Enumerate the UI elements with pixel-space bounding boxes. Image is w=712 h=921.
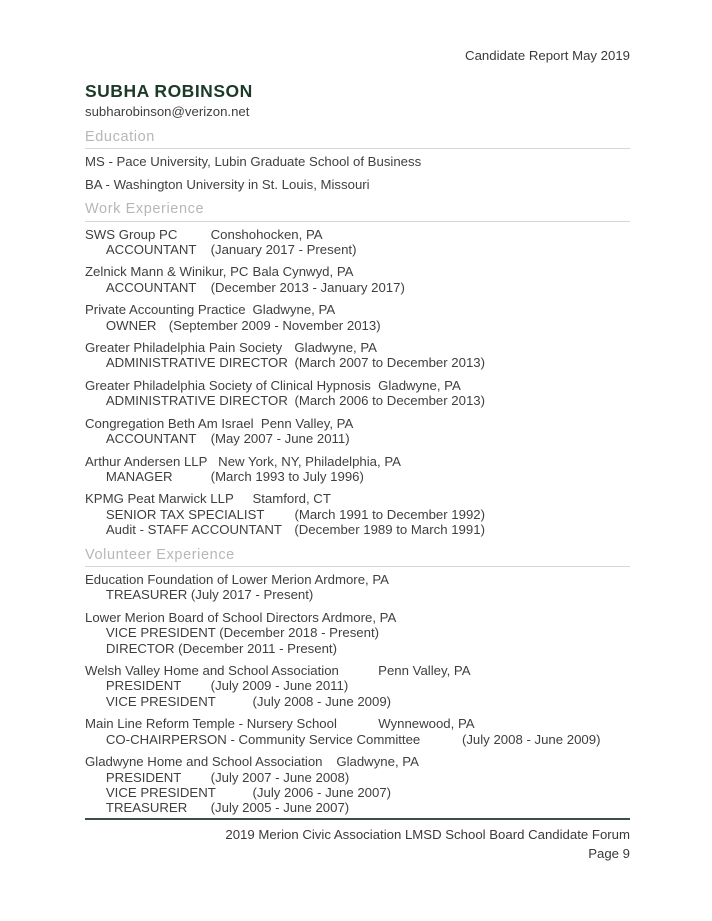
text-segment: Gladwyne Home and School Association xyxy=(85,754,323,770)
text-line xyxy=(85,454,630,469)
text-line xyxy=(85,732,630,747)
text-line xyxy=(85,507,630,522)
text-segment: ACCOUNTANT xyxy=(105,242,197,258)
entry xyxy=(85,177,630,192)
entry xyxy=(85,572,630,603)
text-line xyxy=(85,491,630,506)
candidate-email: subharobinson@verizon.net xyxy=(85,104,250,120)
text-segment: DIRECTOR (December 2011 - Present) xyxy=(105,640,337,656)
text-segment: VICE PRESIDENT xyxy=(105,784,216,800)
entry xyxy=(85,754,630,816)
text-segment: OWNER xyxy=(105,317,157,333)
text-segment: Greater Philadelphia Society of Clinical Hypnosis xyxy=(85,377,371,393)
text-segment: (May 2007 - June 2011) xyxy=(210,431,350,447)
entry xyxy=(85,716,630,747)
text-segment: (July 2007 - June 2008) xyxy=(210,769,350,785)
text-segment: (July 2009 - June 2011) xyxy=(210,678,349,694)
text-segment: PRESIDENT xyxy=(105,678,182,694)
text-segment: VICE PRESIDENT xyxy=(105,693,216,709)
text-line xyxy=(85,800,630,815)
text-line xyxy=(85,177,630,192)
text-segment: BA - Washington University in St. Louis, Missouri xyxy=(85,176,370,192)
text-line xyxy=(85,754,630,769)
footer-forum-line: 2019 Merion Civic Association LMSD School Board Candidate Forum xyxy=(225,827,630,842)
text-segment: Gladwyne, PA xyxy=(252,302,336,318)
text-segment: (July 2008 - June 2009) xyxy=(252,693,392,709)
text-segment: Welsh Valley Home and School Association xyxy=(85,663,339,679)
text-segment: Zelnick Mann & Winikur, PC xyxy=(85,264,249,280)
entry xyxy=(85,416,630,447)
text-segment: TREASURER xyxy=(105,800,188,816)
footer-page-number: Page 9 xyxy=(588,846,630,862)
text-segment: ADMINISTRATIVE DIRECTOR xyxy=(105,393,288,409)
section-title: Work Experience xyxy=(85,202,630,222)
text-line xyxy=(85,678,630,693)
text-line xyxy=(85,393,630,408)
text-line xyxy=(85,641,630,656)
text-segment: Stamford, CT xyxy=(252,491,331,507)
text-line xyxy=(85,378,630,393)
text-line xyxy=(85,154,630,169)
section-title: Education xyxy=(85,130,630,150)
candidate-name: SUBHA ROBINSON xyxy=(85,81,253,102)
text-segment: (March 2007 to December 2013) xyxy=(294,355,486,371)
text-segment: SENIOR TAX SPECIALIST xyxy=(105,506,265,522)
text-segment: ACCOUNTANT xyxy=(105,431,197,447)
text-line xyxy=(85,716,630,731)
text-segment: (January 2017 - Present) xyxy=(210,242,357,258)
entry xyxy=(85,663,630,709)
text-line xyxy=(85,242,630,257)
text-segment: KPMG Peat Marwick LLP xyxy=(85,491,234,507)
section xyxy=(85,130,630,192)
text-segment: (July 2005 - June 2007) xyxy=(210,800,350,816)
text-segment: ADMINISTRATIVE DIRECTOR xyxy=(105,355,288,371)
text-segment: Wynnewood, PA xyxy=(378,716,475,732)
text-segment: PRESIDENT xyxy=(105,769,182,785)
text-segment: (December 2013 - January 2017) xyxy=(210,279,405,295)
text-segment: CO-CHAIRPERSON - Community Service Committee xyxy=(105,731,421,747)
text-line xyxy=(85,522,630,537)
text-segment: Audit - STAFF ACCOUNTANT xyxy=(105,522,282,538)
text-segment: Education Foundation of Lower Merion Ardmore, PA xyxy=(85,572,389,588)
text-line xyxy=(85,340,630,355)
text-line xyxy=(85,264,630,279)
text-segment: (September 2009 - November 2013) xyxy=(168,317,381,333)
text-line xyxy=(85,280,630,295)
entry xyxy=(85,454,630,485)
entry xyxy=(85,340,630,371)
text-line xyxy=(85,610,630,625)
text-segment: Gladwyne, PA xyxy=(378,377,461,393)
text-segment: (December 1989 to March 1991) xyxy=(294,522,485,538)
text-line xyxy=(85,469,630,484)
text-line xyxy=(85,572,630,587)
entry xyxy=(85,264,630,295)
section xyxy=(85,548,630,816)
text-segment: MANAGER xyxy=(105,468,173,484)
text-segment: VICE PRESIDENT (December 2018 - Present) xyxy=(105,625,380,641)
text-segment: Lower Merion Board of School Directors Ardmore, PA xyxy=(85,609,397,625)
text-line xyxy=(85,770,630,785)
page-footer xyxy=(85,818,630,862)
text-segment: Gladwyne, PA xyxy=(336,754,419,770)
entry xyxy=(85,154,630,169)
text-line xyxy=(85,227,630,242)
text-segment: TREASURER (July 2017 - Present) xyxy=(105,587,314,603)
text-segment: ACCOUNTANT xyxy=(105,279,197,295)
text-segment: Greater Philadelphia Pain Society xyxy=(85,340,283,356)
text-segment: (March 1993 to July 1996) xyxy=(210,468,364,484)
entry xyxy=(85,378,630,409)
entry xyxy=(85,610,630,656)
entry xyxy=(85,302,630,333)
footer-rule xyxy=(85,818,630,820)
text-line xyxy=(85,355,630,370)
text-segment: (March 1991 to December 1992) xyxy=(294,506,486,522)
text-line xyxy=(85,587,630,602)
text-line xyxy=(85,785,630,800)
text-segment: (July 2008 - June 2009) xyxy=(461,731,601,747)
text-line xyxy=(85,318,630,333)
text-segment: (July 2006 - June 2007) xyxy=(252,784,392,800)
text-line xyxy=(85,625,630,640)
text-segment: Arthur Andersen LLP New York, NY, Philadelphia, PA xyxy=(85,453,401,469)
text-segment: Bala Cynwyd, PA xyxy=(252,264,354,280)
text-segment: Conshohocken, PA xyxy=(210,226,323,242)
text-line xyxy=(85,302,630,317)
entry xyxy=(85,227,630,258)
text-segment: Private Accounting Practice xyxy=(85,302,246,318)
section-title: Volunteer Experience xyxy=(85,548,630,568)
text-segment: (March 2006 to December 2013) xyxy=(294,393,486,409)
text-segment: SWS Group PC xyxy=(85,226,178,242)
text-segment: Congregation Beth Am Israel Penn Valley, PA xyxy=(85,415,354,431)
sections xyxy=(85,130,630,816)
text-segment: Main Line Reform Temple - Nursery School xyxy=(85,716,337,732)
text-segment: MS - Pace University, Lubin Graduate School of Business xyxy=(85,154,422,170)
text-line xyxy=(85,416,630,431)
text-line xyxy=(85,431,630,446)
text-segment: Gladwyne, PA xyxy=(294,340,377,356)
section xyxy=(85,202,630,537)
entry xyxy=(85,491,630,537)
text-line xyxy=(85,694,630,709)
text-segment: Penn Valley, PA xyxy=(378,663,471,679)
text-line xyxy=(85,663,630,678)
report-title: Candidate Report May 2019 xyxy=(465,48,630,63)
